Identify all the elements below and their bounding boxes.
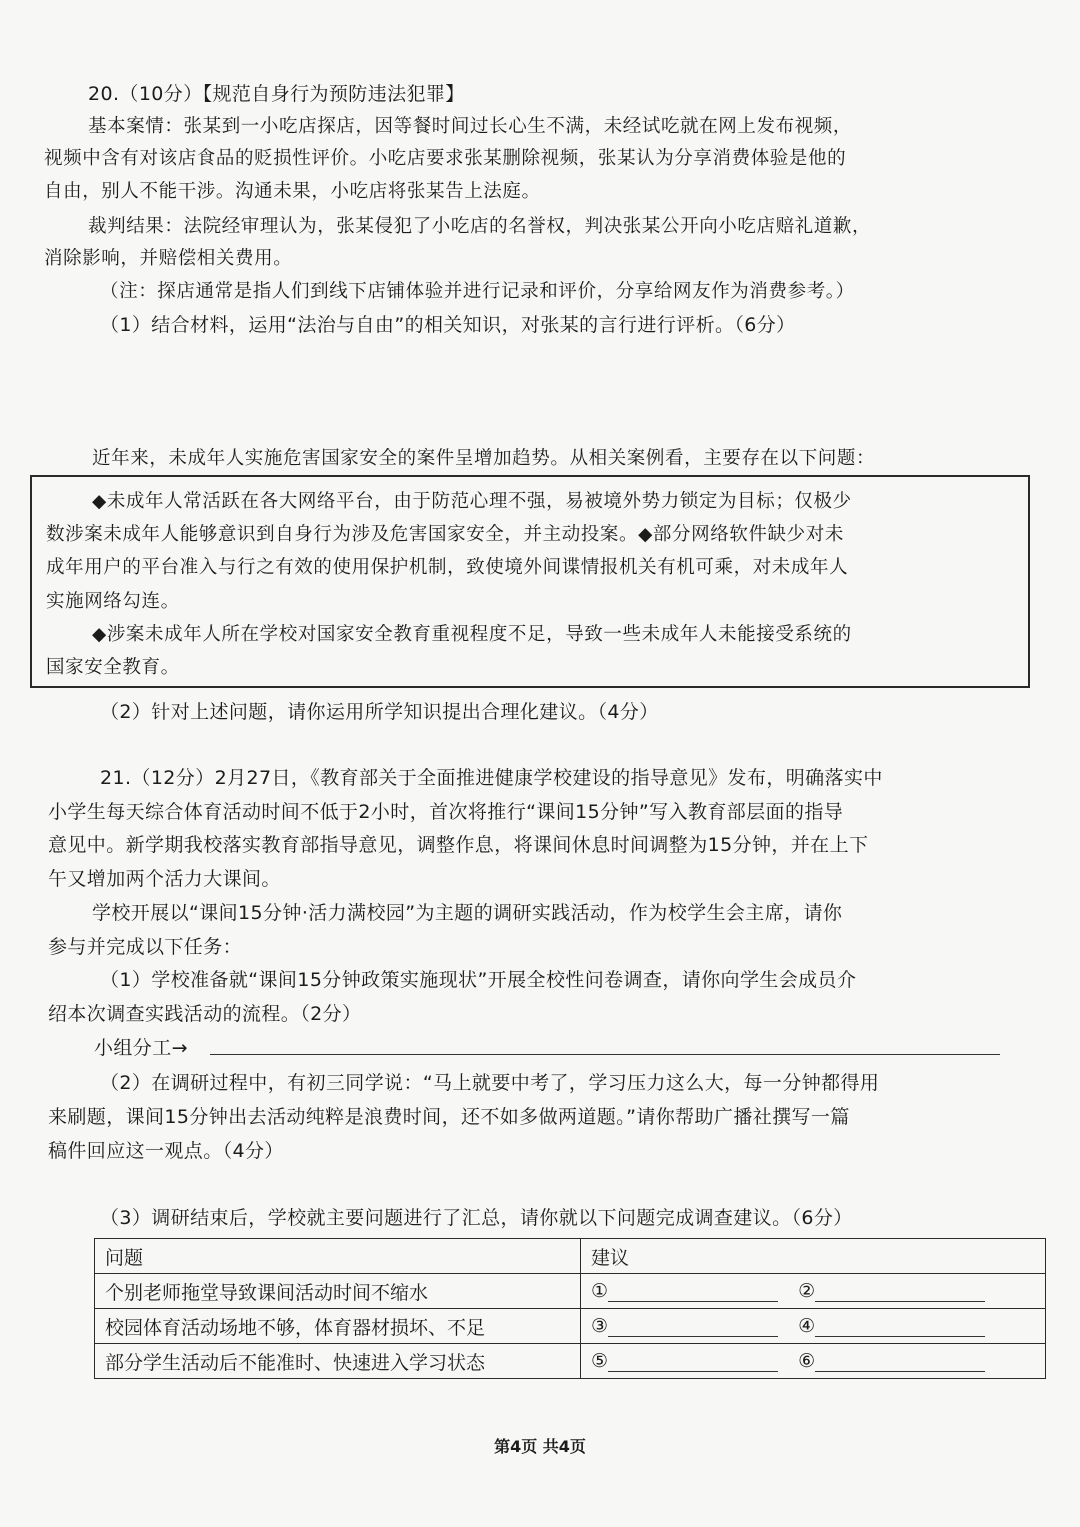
q21-sub3: （3）调研结束后，学校就主要问题进行了汇总，请你就以下问题完成调查建议。（6分） [100, 1207, 853, 1229]
box-line: 实施网络勾连。 [46, 591, 180, 612]
q20-case-line: 自由，别人不能干涉。沟通未果，小吃店将张某告上法庭。 [44, 181, 541, 202]
q20-header: 20.（10分）【规范自身行为预防违法犯罪】 [88, 83, 465, 105]
q21-intro-line: 午又增加两个活力大课间。 [48, 868, 281, 890]
q20-case-line: 基本案情：张某到一小吃店探店，因等餐时间过长心生不满，未经试吃就在网上发布视频， [88, 116, 853, 137]
q20-intro: 近年来，未成年人实施危害国家安全的案件呈增加趋势。从相关案例看，主要存在以下问题： [92, 448, 876, 469]
group-division-blank[interactable] [210, 1054, 1000, 1055]
q21-sub2-line: 来刷题，课间15分钟出去活动纯粹是浪费时间，还不如多做两道题。”请你帮助广播社撰写一篇 [48, 1106, 850, 1128]
q20-verdict-line: 裁判结果：法院经审理认为，张某侵犯了小吃店的名誉权，判决张某公开向小吃店赔礼道歉， [88, 216, 872, 237]
q20-note: （注：探店通常是指人们到线下店铺体验并进行记录和评价，分享给网友作为消费参考。） [100, 281, 855, 302]
suggest-cell[interactable] [581, 1344, 1046, 1379]
answer-blank[interactable] [608, 1353, 778, 1372]
problem-cell: 部分学生活动后不能准时、快速进入学习状态 [95, 1344, 581, 1379]
suggestion-table [94, 1238, 1046, 1379]
blank-marker: ④ [798, 1315, 816, 1337]
q21-sub2-line: 稿件回应这一观点。（4分） [48, 1140, 284, 1162]
answer-blank[interactable] [608, 1318, 778, 1337]
q21-sub1-line: 绍本次调查实践活动的流程。（2分） [48, 1003, 362, 1025]
problem-cell: 个别老师拖堂导致课间活动时间不缩水 [95, 1274, 581, 1309]
blank-marker: ③ [591, 1315, 609, 1337]
box-line: ◆未成年人常活跃在各大网络平台，由于防范心理不强，易被境外势力锁定为目标；仅极少 [92, 491, 852, 512]
table-header-problem: 问题 [95, 1239, 581, 1274]
q20-verdict-line: 消除影响，并赔偿相关费用。 [44, 248, 293, 269]
blank-marker: ⑤ [591, 1350, 609, 1372]
table-row [95, 1274, 1046, 1309]
table-row [95, 1344, 1046, 1379]
problem-cell: 校园体育活动场地不够，体育器材损坏、不足 [95, 1309, 581, 1344]
page-footer: 第4页 共4页 [494, 1437, 586, 1456]
box-line: 国家安全教育。 [46, 657, 180, 678]
suggest-cell[interactable] [581, 1309, 1046, 1344]
q21-intro-line: 意见中。新学期我校落实教育部指导意见，调整作息，将课间休息时间调整为15分钟，并在上下 [48, 834, 869, 856]
box-line: 数涉案未成年人能够意识到自身行为涉及危害国家安全，并主动投案。◆部分网络软件缺少对未 [46, 524, 844, 545]
table-row [95, 1309, 1046, 1344]
suggest-cell[interactable] [581, 1274, 1046, 1309]
q21-intro-line: 21.（12分）2月27日，《教育部关于全面推进健康学校建设的指导意见》发布，明确落实中 [100, 767, 883, 789]
box-line: 成年用户的平台准入与行之有效的使用保护机制，致使境外间谍情报机关有机可乘，对未成年人 [46, 557, 849, 578]
q21-sub1-line: （1）学校准备就“课间15分钟政策实施现状”开展全校性问卷调查，请你向学生会成员介 [100, 969, 857, 991]
q21-sub2-line: （2）在调研过程中，有初三同学说：“马上就要中考了，学习压力这么大，每一分钟都得用 [100, 1072, 880, 1094]
table-header-row [95, 1239, 1046, 1274]
q21-intro-line: 小学生每天综合体育活动时间不低于2小时，首次将推行“课间15分钟”写入教育部层面的指导 [48, 801, 844, 823]
blank-marker: ② [798, 1280, 816, 1302]
group-division-label: 小组分工→ [94, 1037, 188, 1059]
blank-marker: ① [591, 1280, 609, 1302]
answer-blank[interactable] [608, 1283, 778, 1302]
answer-blank[interactable] [815, 1283, 985, 1302]
q21-task-line: 参与并完成以下任务： [48, 936, 243, 958]
q20-sub1: （1）结合材料，运用“法治与自由”的相关知识，对张某的言行进行评析。（6分） [100, 314, 796, 336]
answer-blank[interactable] [815, 1318, 985, 1337]
q20-case-line: 视频中含有对该店食品的贬损性评价。小吃店要求张某删除视频，张某认为分享消费体验是他的 [44, 148, 847, 169]
box-line: ◆涉案未成年人所在学校对国家安全教育重视程度不足，导致一些未成年人未能接受系统的 [92, 624, 852, 645]
q21-task-line: 学校开展以“课间15分钟·活力满校园”为主题的调研实践活动，作为校学生会主席，请你 [92, 902, 843, 924]
q20-sub2: （2）针对上述问题，请你运用所学知识提出合理化建议。（4分） [100, 701, 659, 723]
table-header-suggest: 建议 [581, 1239, 1046, 1274]
blank-marker: ⑥ [798, 1350, 816, 1372]
answer-blank[interactable] [815, 1353, 985, 1372]
